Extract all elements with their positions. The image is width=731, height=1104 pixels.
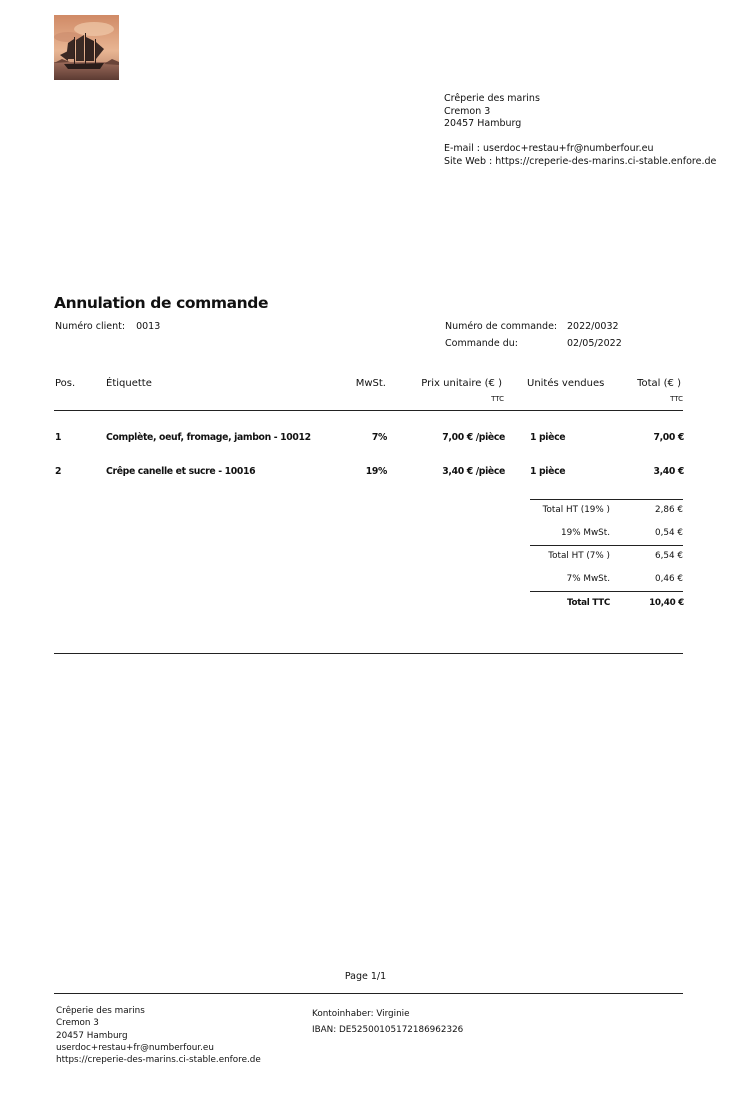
header-unit-price-sub: TTC [491, 395, 504, 403]
sender-contact [444, 143, 717, 168]
sailing-ship-image [54, 15, 119, 80]
footer-account-holder: Kontoinhaber: Virginie [312, 1009, 410, 1019]
company-logo [54, 15, 119, 80]
content-end-divider [54, 653, 683, 654]
client-number-value: 0013 [136, 321, 161, 332]
total-ht-7-value: 6,54 € [655, 551, 683, 561]
footer-iban: IBAN: DE52500105172186962326 [312, 1025, 464, 1035]
sender-address [444, 93, 540, 131]
header-divider [54, 410, 683, 411]
sender-name: Crêperie des marins [444, 93, 540, 104]
row-2-pos: 2 [55, 466, 62, 477]
row-1-label: Complète, oeuf, fromage, jambon - 10012 [106, 432, 311, 443]
footer-street: Cremon 3 [56, 1018, 99, 1029]
row-2-unit-price: 3,40 € /pièce [442, 466, 505, 477]
row-1-pos: 1 [55, 432, 62, 443]
vat-7-label: 7% MwSt. [566, 574, 610, 584]
footer-city: 20457 Hamburg [56, 1030, 128, 1041]
total-ttc-value: 10,40 € [649, 598, 684, 608]
header-vat: MwSt. [355, 378, 386, 389]
footer-email[interactable]: userdoc+restau+fr@numberfour.eu [56, 1042, 214, 1053]
totals-divider-top [530, 499, 683, 500]
header-label: Étiquette [106, 378, 152, 389]
row-2-vat: 19% [365, 466, 387, 477]
row-2-units: 1 pièce [530, 466, 566, 477]
vat-7-value: 0,46 € [655, 574, 683, 584]
order-meta [445, 321, 622, 355]
row-1-units: 1 pièce [530, 432, 566, 443]
footer-company-name: Crêperie des marins [56, 1006, 145, 1016]
client-number-label: Numéro client: [55, 321, 126, 332]
page-number: Page 1/1 [344, 971, 387, 982]
document-title: Annulation de commande [54, 294, 269, 312]
total-ht-19-value: 2,86 € [655, 505, 683, 515]
header-pos: Pos. [55, 378, 76, 389]
sender-street: Cremon 3 [444, 105, 491, 117]
sender-city: 20457 Hamburg [444, 118, 522, 129]
total-ht-19-label: Total HT (19% ) [542, 505, 610, 515]
order-number-label: Numéro de commande: [445, 321, 558, 332]
order-number-value: 2022/0032 [567, 321, 619, 332]
order-date-label: Commande du: [445, 338, 518, 349]
footer-divider [54, 993, 683, 994]
sender-website[interactable]: Site Web : https://creperie-des-marins.ci-stable.enfore.de [444, 155, 717, 167]
totals-divider-bottom [530, 591, 683, 592]
vat-19-label: 19% MwSt. [561, 528, 610, 538]
row-2-label: Crêpe canelle et sucre - 10016 [106, 466, 256, 477]
row-1-vat: 7% [371, 432, 387, 443]
order-date-value: 02/05/2022 [567, 338, 622, 349]
row-1-unit-price: 7,00 € /pièce [442, 432, 505, 443]
total-ttc-label: Total TTC [566, 598, 610, 608]
header-total: Total (€ ) [637, 378, 681, 389]
header-total-sub: TTC [670, 395, 683, 403]
footer-bank [312, 1006, 463, 1038]
sender-email[interactable]: E-mail : userdoc+restau+fr@numberfour.eu [444, 143, 654, 154]
total-ht-7-label: Total HT (7% ) [548, 551, 610, 561]
header-unit-price: Prix unitaire (€ ) [421, 378, 502, 389]
client-number [55, 321, 160, 332]
footer-website[interactable]: https://creperie-des-marins.ci-stable.enfore.de [56, 1055, 261, 1066]
footer-address [56, 1005, 261, 1066]
header-units: Unités vendues [527, 378, 605, 389]
vat-19-value: 0,54 € [655, 528, 683, 538]
row-2-total: 3,40 € [653, 466, 684, 477]
totals-divider-mid [530, 545, 683, 546]
row-1-total: 7,00 € [653, 432, 684, 443]
